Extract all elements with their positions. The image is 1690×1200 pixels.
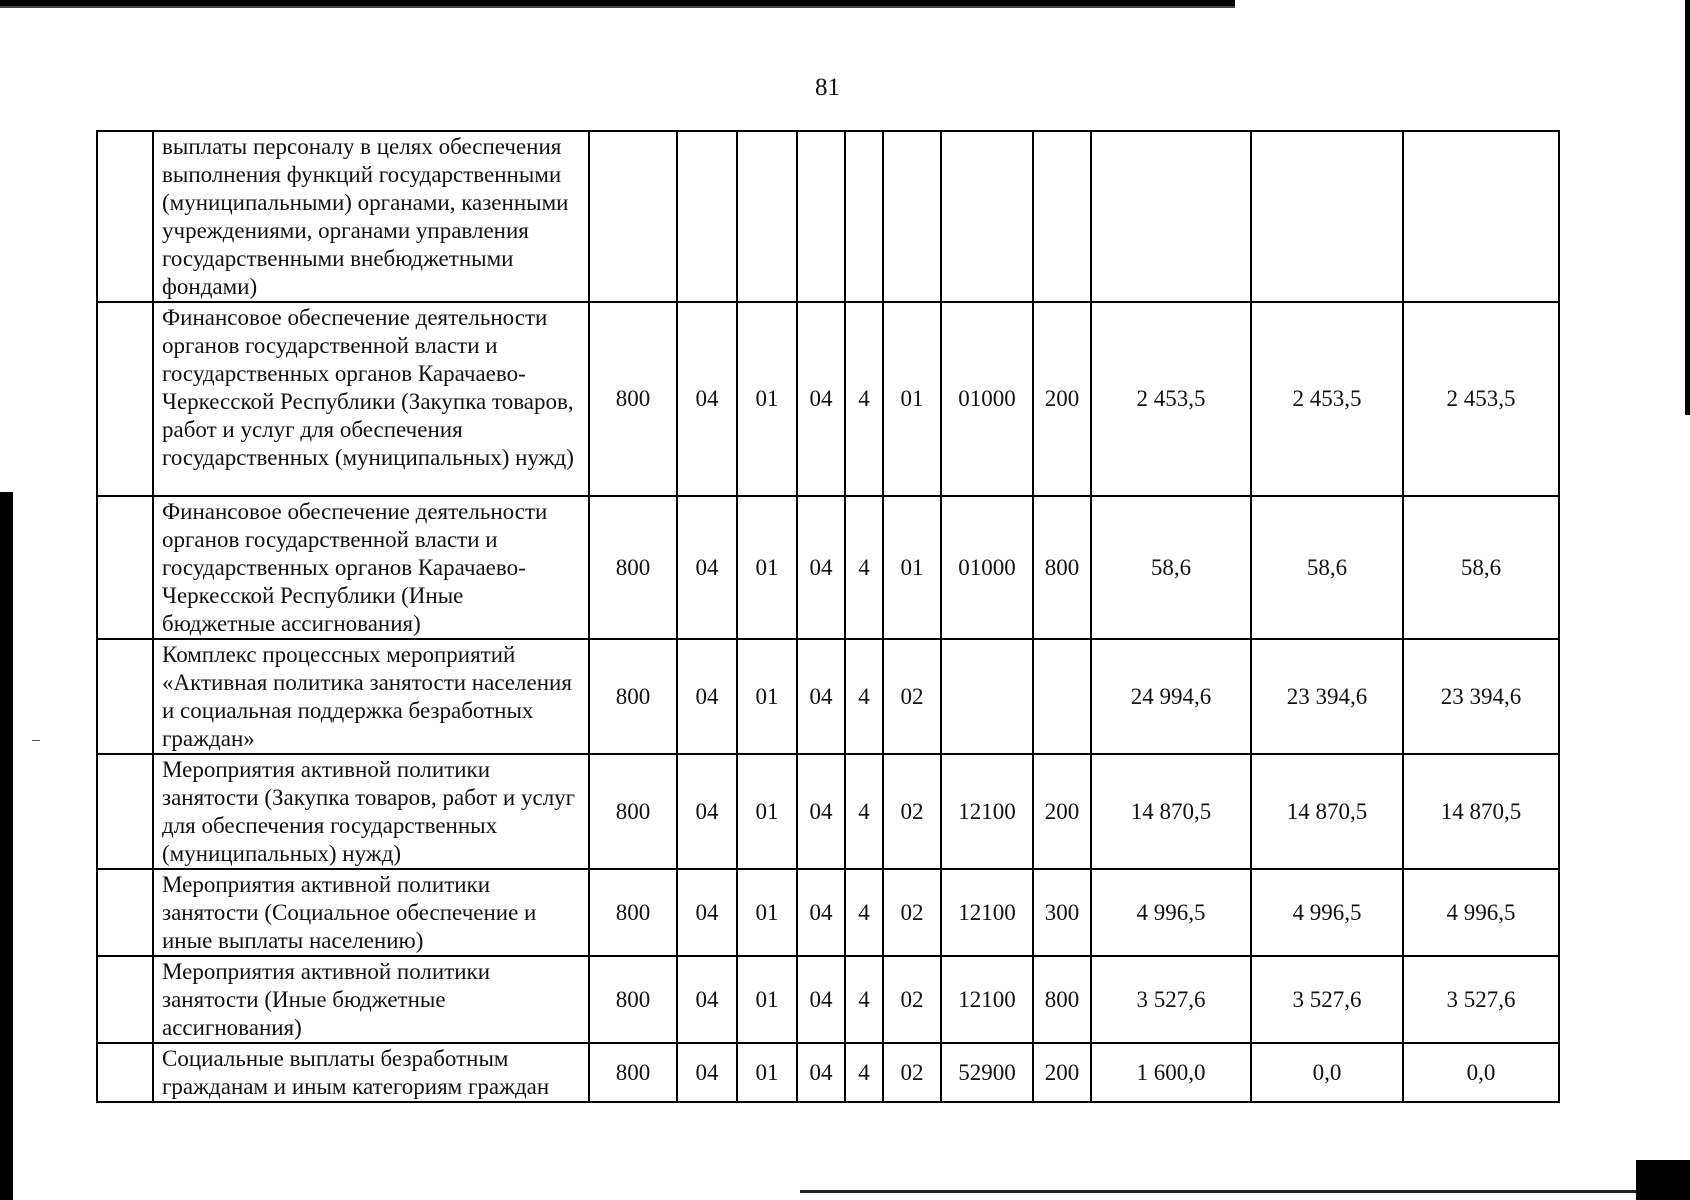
program-type-code-cell: 4 [845, 302, 883, 496]
subsection-code-cell: 01 [737, 639, 797, 754]
amount-year3-cell: 23 394,6 [1403, 639, 1559, 754]
scan-corner-mark [1636, 1160, 1690, 1200]
amount-year1-cell: 3 527,6 [1091, 956, 1251, 1043]
amount-year1-cell: 58,6 [1091, 496, 1251, 639]
expense-name-cell: Комплекс процессных мероприятий «Активная политика занятости населения и социальная поддержка безработных граждан» [153, 639, 589, 754]
amount-year1-cell: 4 996,5 [1091, 869, 1251, 956]
direction-code-cell: 12100 [941, 754, 1033, 869]
amount-year2-cell: 14 870,5 [1251, 754, 1403, 869]
program-code-cell [797, 131, 845, 302]
ministry-code-cell: 800 [589, 869, 677, 956]
amount-year2-cell: 2 453,5 [1251, 302, 1403, 496]
scan-left-edge [0, 492, 13, 1200]
direction-code-cell: 01000 [941, 302, 1033, 496]
table-row [97, 496, 1559, 639]
program-type-code-cell: 4 [845, 1043, 883, 1102]
amount-year1-cell: 14 870,5 [1091, 754, 1251, 869]
expense-type-code-cell [1033, 639, 1091, 754]
table-row [97, 639, 1559, 754]
program-code-cell: 04 [797, 302, 845, 496]
program-type-code-cell: 4 [845, 956, 883, 1043]
structural-element-code-cell [883, 131, 941, 302]
table-row [97, 869, 1559, 956]
section-code-cell: 04 [677, 302, 737, 496]
row-number-cell [97, 131, 153, 302]
section-code-cell: 04 [677, 956, 737, 1043]
scan-bottom-border [800, 1190, 1636, 1193]
row-number-cell [97, 956, 153, 1043]
program-code-cell: 04 [797, 639, 845, 754]
row-number-cell [97, 869, 153, 956]
budget-table [96, 130, 1560, 1103]
table-row [97, 754, 1559, 869]
expense-type-code-cell: 200 [1033, 754, 1091, 869]
structural-element-code-cell: 02 [883, 1043, 941, 1102]
section-code-cell [677, 131, 737, 302]
row-number-cell [97, 496, 153, 639]
table-row [97, 302, 1559, 496]
program-code-cell: 04 [797, 956, 845, 1043]
amount-year3-cell: 3 527,6 [1403, 956, 1559, 1043]
program-code-cell: 04 [797, 754, 845, 869]
amount-year3-cell: 58,6 [1403, 496, 1559, 639]
amount-year2-cell: 0,0 [1251, 1043, 1403, 1102]
scan-right-edge [1685, 0, 1690, 415]
structural-element-code-cell: 02 [883, 639, 941, 754]
amount-year3-cell: 0,0 [1403, 1043, 1559, 1102]
expense-name-cell: выплаты персоналу в целях обеспечения выполнения функций государственными (муниципальными) органами, казенными учреждениями, органами управления государственными внебюджетными фондами) [153, 131, 589, 302]
row-number-cell [97, 1043, 153, 1102]
amount-year1-cell [1091, 131, 1251, 302]
expense-name-cell: Финансовое обеспечение деятельности органов государственной власти и государственных органов Карачаево-Черкесской Республики (Закупка товаров, работ и услуг для обеспечения государственных (муниципальных) нужд) [153, 302, 589, 496]
section-code-cell: 04 [677, 639, 737, 754]
subsection-code-cell: 01 [737, 302, 797, 496]
direction-code-cell: 52900 [941, 1043, 1033, 1102]
section-code-cell: 04 [677, 869, 737, 956]
expense-type-code-cell: 200 [1033, 1043, 1091, 1102]
expense-name-cell: Социальные выплаты безработным гражданам и иным категориям граждан [153, 1043, 589, 1102]
expense-type-code-cell: 800 [1033, 956, 1091, 1043]
row-number-cell [97, 302, 153, 496]
amount-year2-cell: 3 527,6 [1251, 956, 1403, 1043]
ministry-code-cell: 800 [589, 956, 677, 1043]
subsection-code-cell: 01 [737, 869, 797, 956]
ministry-code-cell: 800 [589, 302, 677, 496]
expense-name-cell: Мероприятия активной политики занятости (Иные бюджетные ассигнования) [153, 956, 589, 1043]
expense-type-code-cell [1033, 131, 1091, 302]
expense-type-code-cell: 300 [1033, 869, 1091, 956]
ministry-code-cell [589, 131, 677, 302]
subsection-code-cell [737, 131, 797, 302]
expense-name-cell: Мероприятия активной политики занятости (Закупка товаров, работ и услуг для обеспечения государственных (муниципальных) нужд) [153, 754, 589, 869]
direction-code-cell: 12100 [941, 869, 1033, 956]
ministry-code-cell: 800 [589, 496, 677, 639]
structural-element-code-cell: 02 [883, 754, 941, 869]
direction-code-cell [941, 131, 1033, 302]
page-number: 81 [815, 74, 840, 101]
structural-element-code-cell: 02 [883, 869, 941, 956]
amount-year2-cell: 58,6 [1251, 496, 1403, 639]
row-number-cell [97, 754, 153, 869]
program-type-code-cell: 4 [845, 754, 883, 869]
program-type-code-cell [845, 131, 883, 302]
expense-type-code-cell: 200 [1033, 302, 1091, 496]
program-code-cell: 04 [797, 869, 845, 956]
section-code-cell: 04 [677, 1043, 737, 1102]
program-type-code-cell: 4 [845, 639, 883, 754]
amount-year2-cell: 23 394,6 [1251, 639, 1403, 754]
structural-element-code-cell: 01 [883, 302, 941, 496]
amount-year2-cell: 4 996,5 [1251, 869, 1403, 956]
subsection-code-cell: 01 [737, 754, 797, 869]
structural-element-code-cell: 02 [883, 956, 941, 1043]
table-row [97, 956, 1559, 1043]
direction-code-cell: 01000 [941, 496, 1033, 639]
program-code-cell: 04 [797, 1043, 845, 1102]
amount-year1-cell: 24 994,6 [1091, 639, 1251, 754]
amount-year3-cell: 2 453,5 [1403, 302, 1559, 496]
expense-name-cell: Финансовое обеспечение деятельности органов государственной власти и государственных органов Карачаево-Черкесской Республики (Иные бюджетные ассигнования) [153, 496, 589, 639]
direction-code-cell [941, 639, 1033, 754]
ministry-code-cell: 800 [589, 1043, 677, 1102]
section-code-cell: 04 [677, 754, 737, 869]
scan-artifact [32, 740, 40, 741]
amount-year2-cell [1251, 131, 1403, 302]
row-number-cell [97, 639, 153, 754]
amount-year1-cell: 1 600,0 [1091, 1043, 1251, 1102]
ministry-code-cell: 800 [589, 754, 677, 869]
program-type-code-cell: 4 [845, 496, 883, 639]
section-code-cell: 04 [677, 496, 737, 639]
amount-year3-cell: 4 996,5 [1403, 869, 1559, 956]
subsection-code-cell: 01 [737, 956, 797, 1043]
expense-type-code-cell: 800 [1033, 496, 1091, 639]
amount-year3-cell: 14 870,5 [1403, 754, 1559, 869]
ministry-code-cell: 800 [589, 639, 677, 754]
subsection-code-cell: 01 [737, 496, 797, 639]
subsection-code-cell: 01 [737, 1043, 797, 1102]
scan-top-border-thin [0, 6, 1235, 8]
program-type-code-cell: 4 [845, 869, 883, 956]
amount-year1-cell: 2 453,5 [1091, 302, 1251, 496]
program-code-cell: 04 [797, 496, 845, 639]
table-row [97, 131, 1559, 302]
table-row [97, 1043, 1559, 1102]
structural-element-code-cell: 01 [883, 496, 941, 639]
expense-name-cell: Мероприятия активной политики занятости (Социальное обеспечение и иные выплаты населению) [153, 869, 589, 956]
amount-year3-cell [1403, 131, 1559, 302]
direction-code-cell: 12100 [941, 956, 1033, 1043]
